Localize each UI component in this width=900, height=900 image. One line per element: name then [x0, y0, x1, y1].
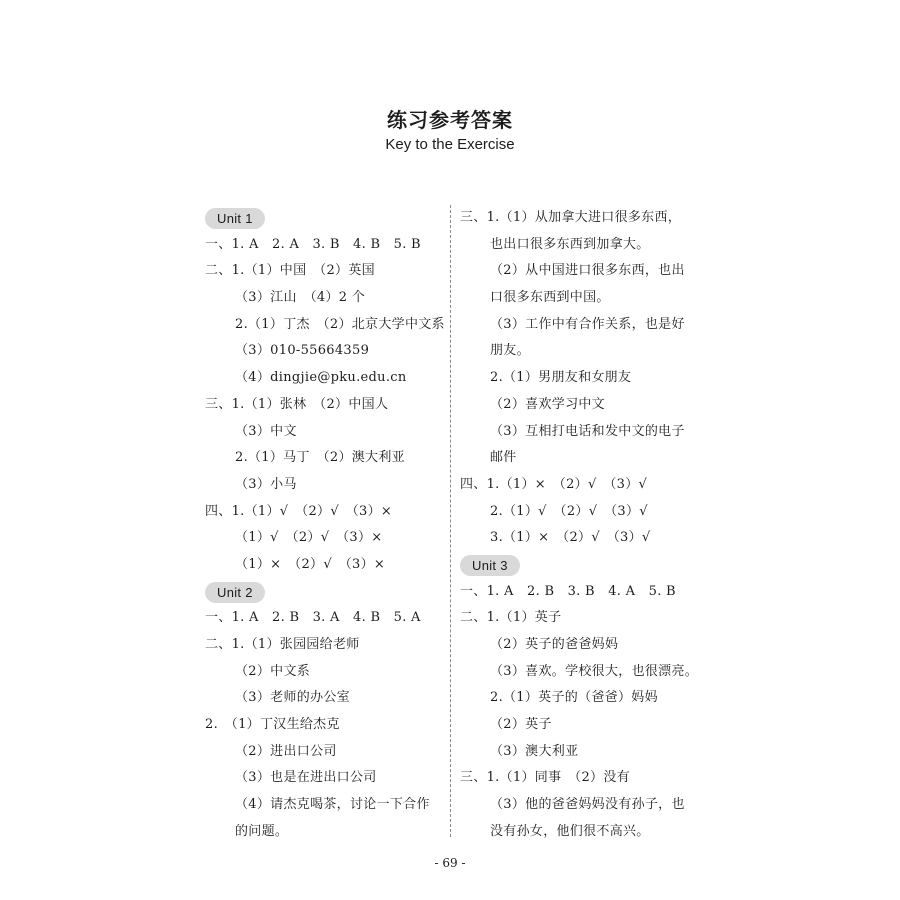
answer-line: 2. （1）丁汉生给杰克 [205, 717, 340, 733]
page-number: - 69 - [434, 856, 466, 870]
page-subtitle: Key to the Exercise [385, 136, 515, 153]
answer-line: 2.（1）√ （2）√ （3）√ [490, 503, 648, 519]
answer-line: 口很多东西到中国。 [490, 290, 610, 306]
answer-line: （4）请杰克喝茶，讨论一下合作 [235, 797, 430, 813]
answer-line: （3）010-55664359 [235, 343, 370, 359]
answer-line: 三、1.（1）张林 （2）中国人 [205, 396, 389, 412]
unit-heading-row [205, 205, 445, 232]
column-divider [450, 205, 451, 837]
answer-line: 2.（1）丁杰 （2）北京大学中文系 [235, 316, 445, 332]
unit-badge: Unit 2 [205, 582, 265, 603]
page-title: 练习参考答案 [387, 108, 513, 132]
unit-badge: Unit 1 [205, 208, 265, 229]
answer-line: 二、1.（1）英子 [460, 610, 562, 626]
answer-line: （3）澳大利亚 [490, 743, 579, 759]
answer-line: 也出口很多东西到加拿大。 [490, 236, 650, 252]
answer-line: 四、1.（1）× （2）√ （3）√ [460, 476, 648, 492]
answer-line: 邮件 [490, 450, 517, 466]
answer-line: 3.（1）× （2）√ （3）√ [490, 530, 651, 546]
answer-line: （3）老师的办公室 [235, 690, 350, 706]
answer-line: （3）江山 （4）2 个 [235, 290, 366, 306]
answer-line: （3）小马 [235, 476, 297, 492]
answer-line: （3）中文 [235, 423, 297, 439]
answer-line: 四、1.（1）√ （2）√ （3）× [205, 503, 393, 519]
answer-line: （2）喜欢学习中文 [490, 396, 605, 412]
answer-line: （3）互相打电话和发中文的电子 [490, 423, 685, 439]
answer-line: （2）英子 [490, 717, 552, 733]
answer-line: 一、1. A 2. A 3. B 4. B 5. B [205, 236, 421, 252]
answer-line: （2）中文系 [235, 663, 311, 679]
answer-line: （3）也是在进出口公司 [235, 770, 377, 786]
answer-line: 一、1. A 2. B 3. A 4. B 5. A [205, 610, 421, 626]
answer-line: （4）dingjie@pku.edu.cn [235, 370, 407, 386]
unit-heading-row [460, 552, 700, 579]
left-answer-column [205, 205, 445, 846]
unit-heading-row [205, 579, 445, 606]
unit-badge: Unit 3 [460, 555, 520, 576]
answer-line: （3）喜欢。学校很大，也很漂亮。 [490, 663, 699, 679]
answer-line: 朋友。 [490, 343, 530, 359]
answer-line: 二、1.（1）中国 （2）英国 [205, 263, 375, 279]
answer-line: （3）他的爸爸妈妈没有孙子，也 [490, 797, 685, 813]
answer-line: （1）√ （2）√ （3）× [235, 530, 383, 546]
answer-line: 三、1.（1）从加拿大进口很多东西， [460, 210, 682, 225]
answer-line: 2.（1）男朋友和女朋友 [490, 370, 632, 386]
right-answer-column [460, 205, 700, 846]
answer-line: （1）× （2）√ （3）× [235, 556, 386, 572]
answer-line: 三、1.（1）同事 （2）没有 [460, 770, 630, 786]
answer-line: 2.（1）英子的（爸爸）妈妈 [490, 690, 658, 706]
answer-line: 没有孙女，他们很不高兴。 [490, 823, 650, 839]
answer-line: 的问题。 [235, 823, 289, 839]
answer-line: 一、1. A 2. B 3. B 4. A 5. B [460, 583, 676, 599]
answer-line: （2）进出口公司 [235, 743, 337, 759]
answer-line: 二、1.（1）张园园给老师 [205, 637, 360, 652]
answer-line: （2）从中国进口很多东西，也出 [490, 263, 685, 279]
answer-line: 2.（1）马丁 （2）澳大利亚 [235, 450, 405, 466]
answer-line: （3）工作中有合作关系，也是好 [490, 316, 685, 332]
answer-line: （2）英子的爸爸妈妈 [490, 637, 619, 652]
